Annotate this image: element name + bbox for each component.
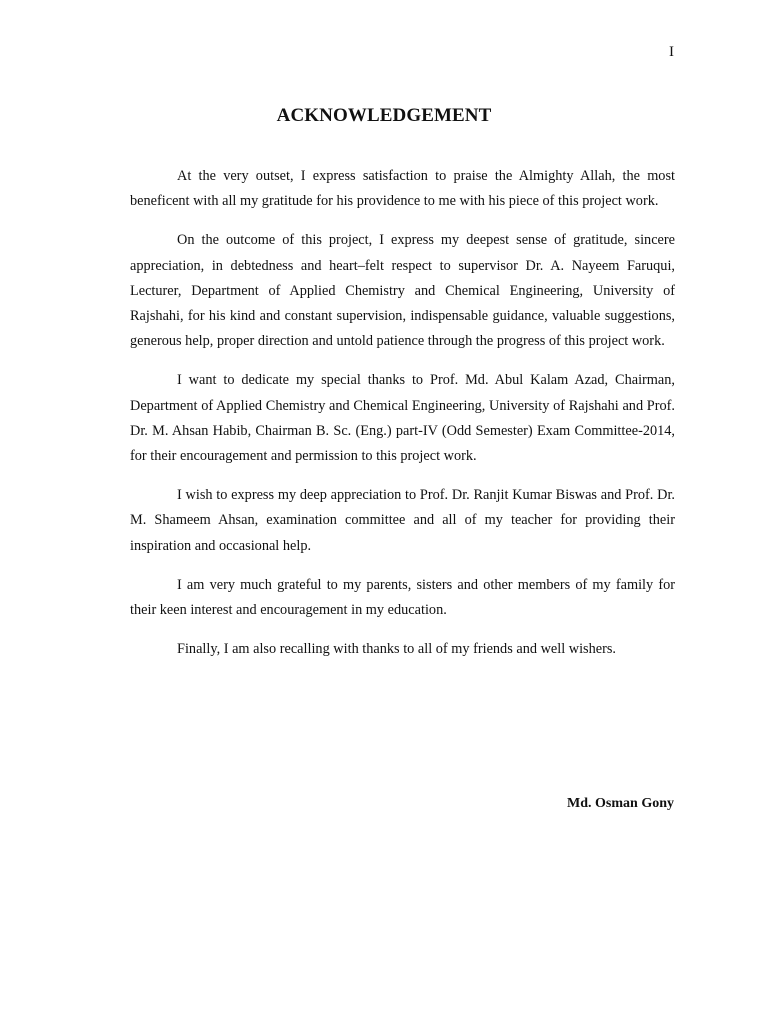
paragraph-family: I am very much grateful to my parents, sisters and other members of my family for their keen interest and encouragement in my education.	[130, 576, 675, 619]
page-number: I	[669, 44, 674, 60]
paragraph-friends: Finally, I am also recalling with thanks to all of my friends and well wishers.	[177, 641, 617, 658]
author-signature: Md. Osman Gony	[567, 796, 674, 811]
acknowledgement-body	[130, 164, 675, 676]
paragraph-committee: I wish to express my deep appreciation to Prof. Dr. Ranjit Kumar Biswas and Prof. Dr. M. Shameem Ahsan, examination committee and all of my teacher for providing their inspiration and occasional help.	[130, 487, 675, 554]
paragraph-chairman: I want to dedicate my special thanks to Prof. Md. Abul Kalam Azad, Chairman, Department of Applied Chemistry and Chemical Engineering, University of Rajshahi and Prof. Dr. M. Ahsan Habib, Chairman B. Sc. (Eng.) part-IV (Odd Semester) Exam Committee-2014, for their encouragement and permission to this project work.	[130, 372, 675, 465]
paragraph-outset: At the very outset, I express satisfaction to praise the Almighty Allah, the most beneficent with all my gratitude for his providence to me with his piece of this project work.	[130, 168, 675, 210]
page-title: ACKNOWLEDGEMENT	[276, 105, 492, 126]
paragraph-supervisor: On the outcome of this project, I express my deepest sense of gratitude, sincere appreciation, in debtedness and heart–felt respect to supervisor Dr. A. Nayeem Faruqui, Lecturer, Department of Applied Chemistry and Chemical Engineering, University of Rajshahi, for his kind and constant supervision, indispensable guidance, valuable suggestions, generous help, proper direction and untold patience through the progress of this project work.	[130, 232, 675, 350]
